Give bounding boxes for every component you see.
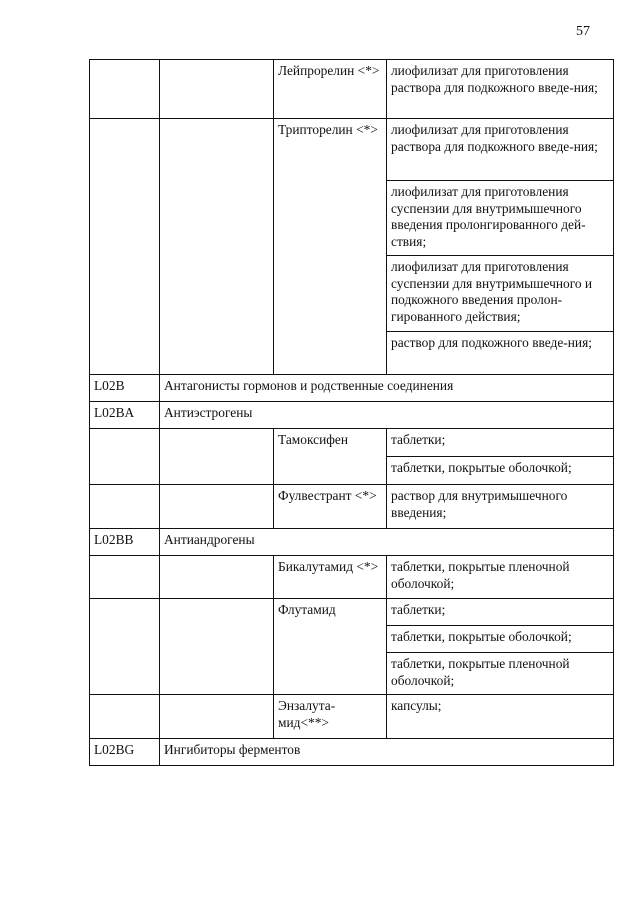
atc-code-cell: L02BG (90, 739, 160, 766)
table-row-group-l02bg (90, 739, 614, 766)
dosage-form-cell: таблетки, покрытые пленочной оболочкой; (387, 556, 614, 599)
drug-name-cell: Лейпрорелин <*> (274, 60, 387, 119)
group-cell (160, 599, 274, 695)
page-number: 57 (576, 24, 590, 39)
dosage-form-cell: лиофилизат для приготовления раствора для подкожного введе-ния; (387, 119, 614, 181)
table-row-bicalutamide (90, 556, 614, 599)
group-cell (160, 695, 274, 739)
code-cell (90, 60, 160, 119)
drug-name-cell: Фулвестрант <*> (274, 485, 387, 529)
atc-code-cell: L02B (90, 375, 160, 402)
atc-code-cell: L02BB (90, 529, 160, 556)
table-row-fulvestrant (90, 485, 614, 529)
code-cell (90, 485, 160, 529)
group-cell (160, 485, 274, 529)
drug-name-cell: Энзалута-мид<**> (274, 695, 387, 739)
dosage-form-cell: таблетки, покрытые оболочкой; (387, 457, 614, 485)
dosage-form-cell: лиофилизат для приготовления суспензии для внутримышечного введения пролонгированного дей-ствия; (387, 181, 614, 256)
table-row-triptorelin (90, 119, 614, 181)
drug-classification-table (89, 59, 614, 766)
dosage-form-cell: раствор для подкожного введе-ния; (387, 332, 614, 375)
group-name-cell: Антиэстрогены (160, 402, 614, 429)
table-row-tamoxifen (90, 429, 614, 457)
dosage-form-cell: таблетки, покрытые оболочкой; (387, 626, 614, 653)
table-row-group-l02ba (90, 402, 614, 429)
group-cell (160, 60, 274, 119)
drug-name-cell: Тамоксифен (274, 429, 387, 485)
group-cell (160, 119, 274, 375)
table-row-enzalutamide (90, 695, 614, 739)
dosage-form-cell: лиофилизат для приготовления суспензии для внутримышечного и подкожного введения пролон-гированного действия; (387, 256, 614, 332)
dosage-form-cell: таблетки; (387, 599, 614, 626)
dosage-form-cell: капсулы; (387, 695, 614, 739)
code-cell (90, 599, 160, 695)
drug-name-cell: Флутамид (274, 599, 387, 695)
code-cell (90, 119, 160, 375)
dosage-form-cell: таблетки, покрытые пленочной оболочкой; (387, 653, 614, 695)
atc-code-cell: L02BA (90, 402, 160, 429)
dosage-form-cell: лиофилизат для приготовления раствора для подкожного введе-ния; (387, 60, 614, 119)
table-row-leuprorelin (90, 60, 614, 119)
group-name-cell: Антагонисты гормонов и родственные соединения (160, 375, 614, 402)
code-cell (90, 695, 160, 739)
group-cell (160, 429, 274, 485)
table-row-group-l02b (90, 375, 614, 402)
drug-name-cell: Трипторелин <*> (274, 119, 387, 375)
group-name-cell: Антиандрогены (160, 529, 614, 556)
dosage-form-cell: раствор для внутримышечного введения; (387, 485, 614, 529)
code-cell (90, 556, 160, 599)
dosage-form-cell: таблетки; (387, 429, 614, 457)
table-row-group-l02bb (90, 529, 614, 556)
drug-name-cell: Бикалутамид <*> (274, 556, 387, 599)
table-row-flutamide (90, 599, 614, 626)
group-cell (160, 556, 274, 599)
group-name-cell: Ингибиторы ферментов (160, 739, 614, 766)
code-cell (90, 429, 160, 485)
